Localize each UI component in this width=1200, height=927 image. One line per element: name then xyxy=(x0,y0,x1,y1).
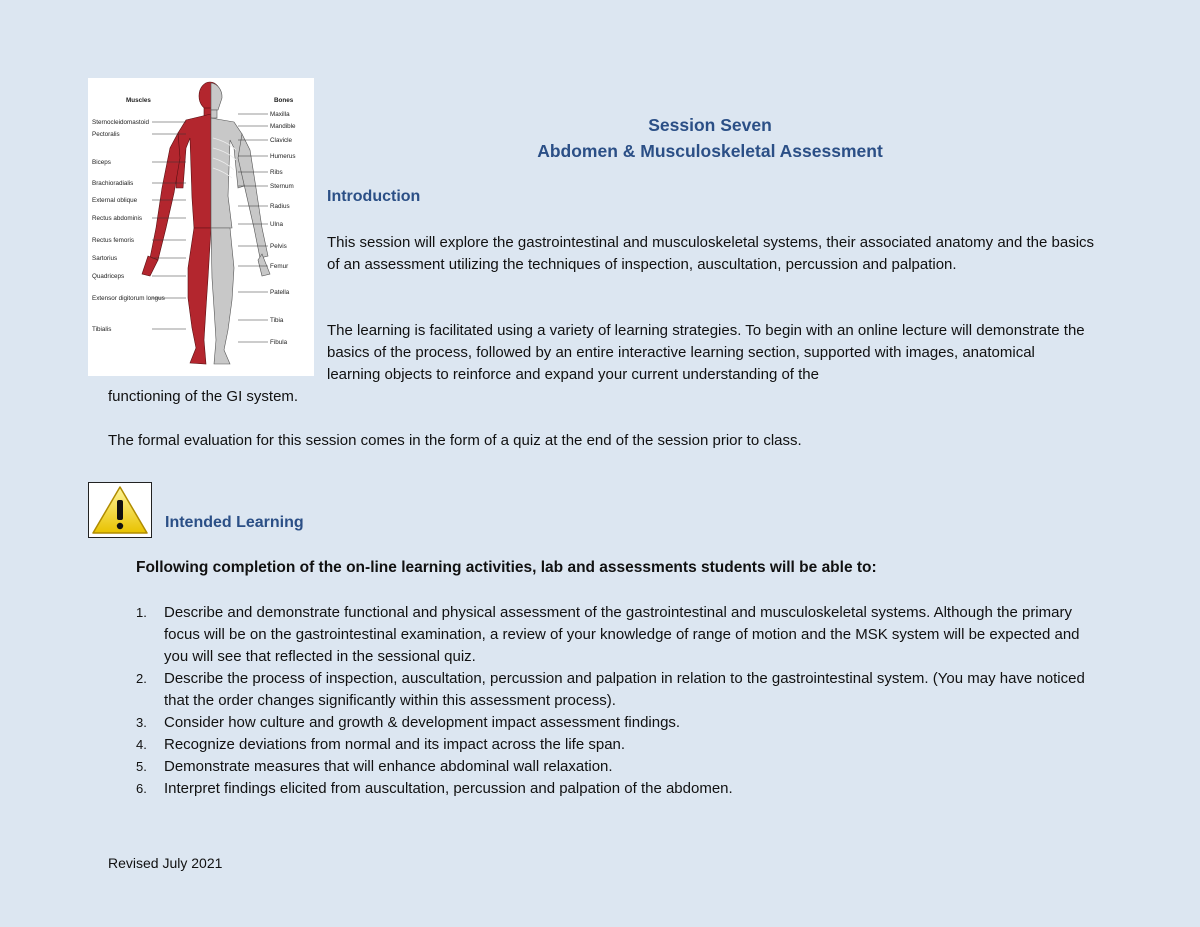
objective-text: Demonstrate measures that will enhance abdominal wall relaxation. xyxy=(164,758,613,775)
bone-label: Mandible xyxy=(270,123,296,130)
intro-paragraph-1: This session will explore the gastrointestinal and musculoskeletal systems, their associated anatomy and the basics of an assessment utilizing the techniques of inspection, auscultation, percussion and palpation. xyxy=(327,234,1095,273)
anatomy-illustration xyxy=(88,78,314,376)
objectives-list xyxy=(136,602,1096,800)
bone-label: Sternum xyxy=(270,183,294,190)
objective-number: 6. xyxy=(136,781,147,796)
intro-paragraph-2: The learning is facilitated using a variety of learning strategies. To begin with an online lecture will demonstrate the basics of the process, followed by an entire interactive learning section, supported with images, anatomical learning objects to reinforce and expand your current understanding of the xyxy=(327,322,1085,383)
bone-label: Ribs xyxy=(270,169,283,176)
bones-heading: Bones xyxy=(274,97,294,104)
objective-text: Interpret findings elicited from auscultation, percussion and palpation of the abdomen. xyxy=(164,780,733,797)
objective-number: 1. xyxy=(136,605,147,620)
bone-label: Clavicle xyxy=(270,137,293,144)
warning-icon xyxy=(88,482,152,538)
objective-item xyxy=(136,756,1096,778)
objective-text: Describe the process of inspection, auscultation, percussion and palpation in relation to the gastrointestinal system. (You may have noticed that the order changes significantly within this assessment process). xyxy=(164,670,1085,709)
objective-number: 4. xyxy=(136,737,147,752)
bone-label: Tibia xyxy=(270,317,284,324)
bone-label: Ulna xyxy=(270,221,283,228)
bone-label: Pelvis xyxy=(270,243,287,250)
intended-learning-heading: Intended Learning xyxy=(165,514,304,531)
muscle-label: Tibialis xyxy=(92,326,112,333)
objective-text: Consider how culture and growth & development impact assessment findings. xyxy=(164,714,681,731)
muscle-label: Biceps xyxy=(92,159,111,166)
page-subtitle: Abdomen & Musculoskeletal Assessment xyxy=(537,141,883,161)
muscle-label: Rectus abdominis xyxy=(92,215,143,222)
objective-number: 5. xyxy=(136,759,147,774)
muscle-label: External oblique xyxy=(92,197,138,204)
objective-text: Recognize deviations from normal and its impact across the life span. xyxy=(164,736,626,753)
page-title: Session Seven xyxy=(648,115,772,135)
bone-label: Femur xyxy=(270,263,289,270)
muscle-label: Brachioradialis xyxy=(92,180,134,187)
muscle-label: Extensor digitorum longus xyxy=(92,295,165,302)
objectives-lead: Following completion of the on-line learning activities, lab and assessments students will be able to: xyxy=(136,559,877,576)
title-block xyxy=(420,112,1000,164)
bone-label: Radius xyxy=(270,203,290,210)
objective-item xyxy=(136,712,1096,734)
muscle-label: Pectoralis xyxy=(92,131,120,138)
muscle-label: Sartorius xyxy=(92,255,118,262)
intro-paragraph-3: The formal evaluation for this session comes in the form of a quiz at the end of the session prior to class. xyxy=(108,432,802,449)
intro-paragraph-2-end: functioning of the GI system. xyxy=(108,388,299,405)
objective-item xyxy=(136,602,1096,668)
bone-label: Patella xyxy=(270,289,290,296)
bone-label: Humerus xyxy=(270,153,296,160)
muscle-label: Rectus femoris xyxy=(92,237,134,244)
revision-note: Revised July 2021 xyxy=(108,855,223,871)
muscle-label: Quadriceps xyxy=(92,273,125,280)
objective-item xyxy=(136,668,1096,712)
anatomy-figure xyxy=(88,78,314,376)
muscle-label: Sternocleidomastoid xyxy=(92,119,150,126)
objective-text: Describe and demonstrate functional and physical assessment of the gastrointestinal and musculoskeletal systems. Although the primary focus will be on the gastrointestinal examination, a review of your knowledge of range of motion and the MSK system will be expected and you will see that reflected in the sessional quiz. xyxy=(164,604,1080,665)
bone-label: Maxilla xyxy=(270,111,290,118)
bone-label: Fibula xyxy=(270,339,288,346)
objective-item xyxy=(136,778,1096,800)
objective-item xyxy=(136,734,1096,756)
objective-number: 3. xyxy=(136,715,147,730)
muscles-heading: Muscles xyxy=(126,97,151,104)
objective-number: 2. xyxy=(136,671,147,686)
introduction-heading: Introduction xyxy=(327,188,421,205)
